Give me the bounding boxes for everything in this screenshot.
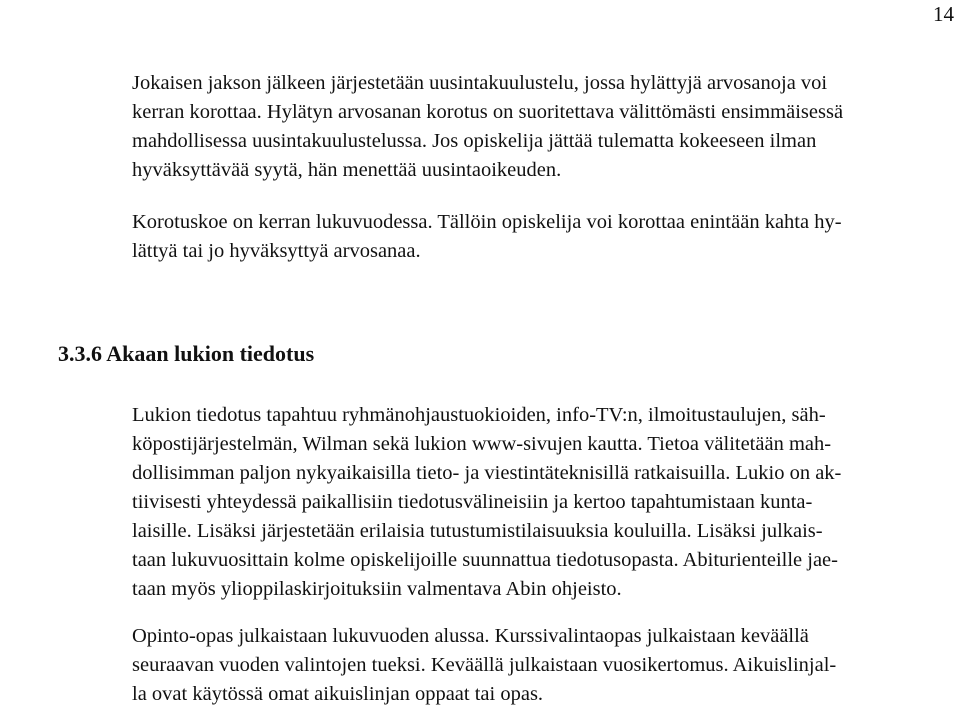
text-line: taan lukuvuosittain kolme opiskelijoille suunnattua tiedotusopasta. Abiturienteille jae-	[132, 549, 838, 571]
text-line: laisille. Lisäksi järjestetään erilaisia tutustumistilaisuuksia kouluilla. Lisäksi julkais-	[132, 520, 823, 542]
text-line: Korotuskoe on kerran lukuvuodessa. Tällöin opiskelija voi korottaa enintään kahta hy-	[132, 211, 842, 233]
text-line: tiivisesti yhteydessä paikallisiin tiedotusvälineisiin ja kertoo tapahtumistaan kunta-	[132, 491, 813, 513]
text-line: Jokaisen jakson jälkeen järjestetään uusintakuulustelu, jossa hylättyjä arvosanoja voi	[132, 72, 828, 94]
text-line: hyväksyttävää syytä, hän menettää uusintaoikeuden.	[132, 159, 562, 181]
page-number: 14	[933, 2, 954, 26]
text-line: kerran korottaa. Hylätyn arvosanan korotus on suoritettava välittömästi ensimmäisessä	[132, 101, 844, 123]
text-line: lättyä tai jo hyväksyttyä arvosanaa.	[132, 240, 421, 262]
text-line: seuraavan vuoden valintojen tueksi. Keväällä julkaistaan vuosikertomus. Aikuislinjal-	[132, 654, 837, 676]
text-line: taan myös ylioppilaskirjoituksiin valmentava Abin ohjeisto.	[132, 578, 622, 600]
text-line: mahdollisessa uusintakuulustelussa. Jos opiskelija jättää tulematta kokeeseen ilman	[132, 130, 817, 152]
text-line: köpostijärjestelmän, Wilman sekä lukion www-sivujen kautta. Tietoa välitetään mah-	[132, 433, 832, 455]
text-line: la ovat käytössä omat aikuislinjan oppaat tai opas.	[132, 683, 544, 705]
text-line: Opinto-opas julkaistaan lukuvuoden alussa. Kurssivalintaopas julkaistaan keväällä	[132, 625, 809, 647]
section-heading: 3.3.6 Akaan lukion tiedotus	[58, 341, 315, 366]
text-line: Lukion tiedotus tapahtuu ryhmänohjaustuokioiden, info-TV:n, ilmoitustaulujen, säh-	[132, 404, 826, 426]
text-line: dollisimman paljon nykyaikaisilla tieto- ja viestintäteknisillä ratkaisuilla. Lukio on ak-	[132, 462, 842, 484]
